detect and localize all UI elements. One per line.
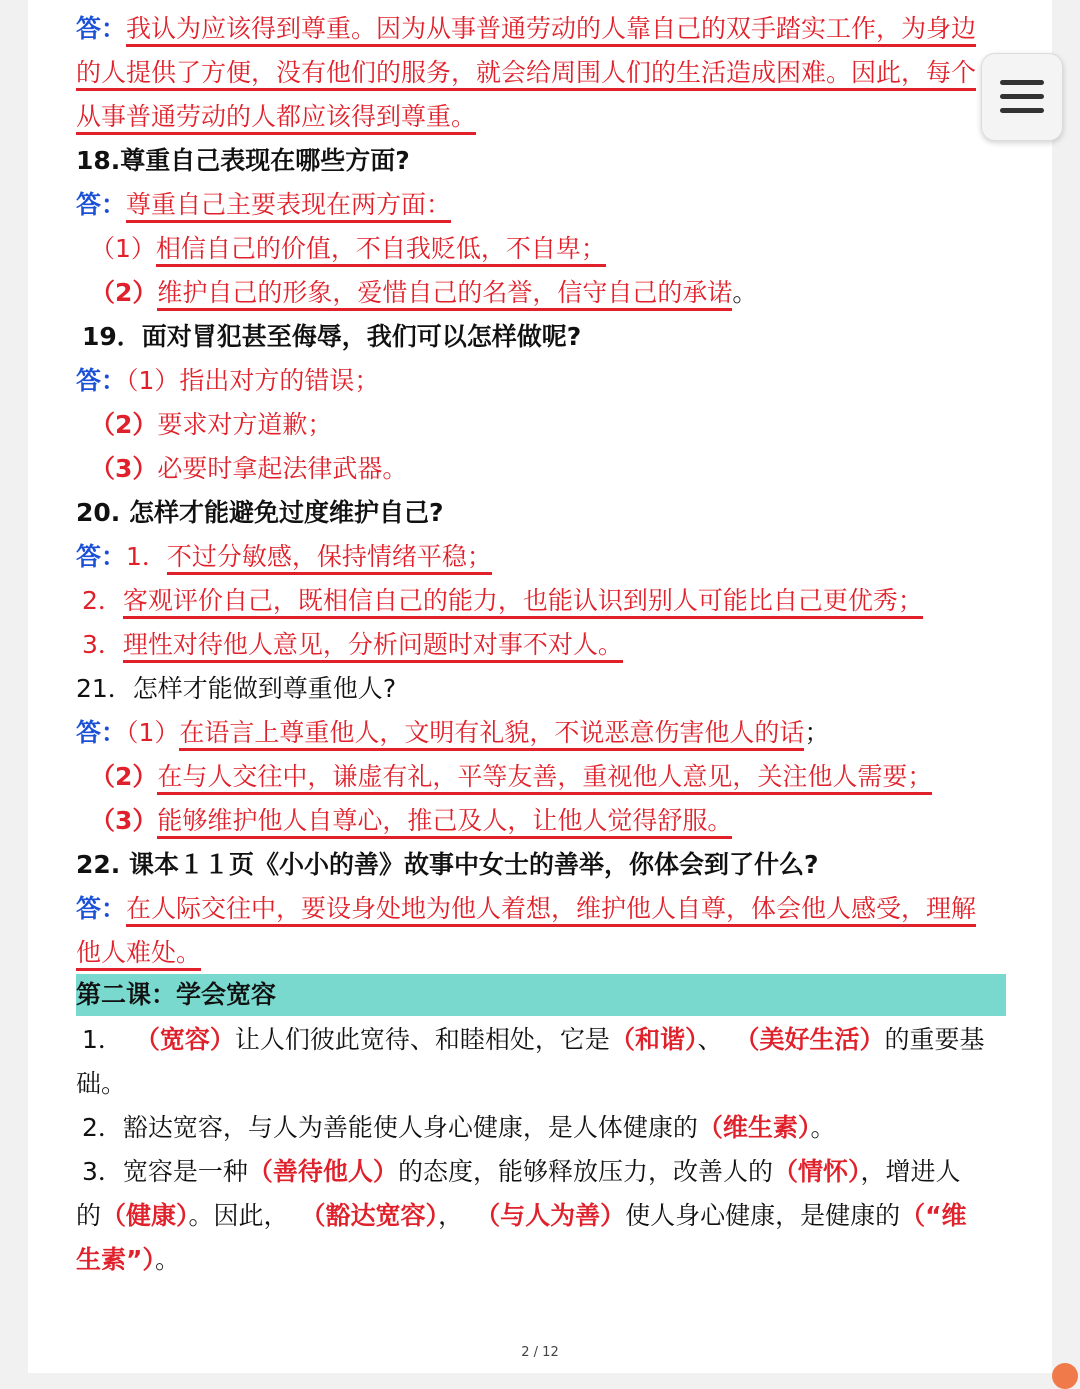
page-indicator: 2 / 12: [521, 1345, 559, 1360]
text-line: [82, 1023, 985, 1057]
hamburger-menu-icon: [1000, 80, 1044, 85]
text-run: （健康）: [101, 1201, 189, 1230]
hamburger-menu-icon: [1000, 94, 1044, 99]
text-run: 。因此，: [188, 1201, 289, 1230]
text-line: [82, 1155, 960, 1189]
text-line: [90, 760, 932, 794]
text-line: [76, 12, 976, 46]
answer-label: 答：: [76, 366, 127, 395]
text-line: [90, 276, 757, 310]
text-run: 能够维护他人自尊心，推己及人，让他人觉得舒服。: [157, 806, 732, 839]
text-run: 尊重自己主要表现在两方面：: [126, 190, 451, 223]
text-run: 必要时拿起法律武器。: [157, 454, 408, 483]
answer-label: 答：: [76, 190, 127, 219]
text-line: [90, 452, 407, 486]
text-run: （2）: [90, 278, 158, 307]
text-line: [90, 804, 732, 838]
answer-label: 答：: [76, 14, 127, 43]
text-line: [90, 232, 606, 266]
text-run: 3．宽容是一种: [82, 1157, 248, 1186]
section-header-bar: [76, 974, 1006, 1016]
answer-label: 答：: [76, 894, 127, 923]
text-run: 从事普通劳动的人都应该得到尊重。: [76, 102, 476, 135]
text-run: （1）: [90, 234, 156, 263]
text-run: 2．豁达宽容，与人为善能使人身心健康，是人体健康的: [82, 1113, 698, 1142]
section-title: 第二课：学会宽容: [76, 980, 277, 1009]
text-run: 客观评价自己，既相信自己的能力，也能认识到别人可能比自己更优秀；: [123, 586, 923, 619]
text-line: [90, 408, 332, 442]
text-run: 的态度，能够释放压力，改善人的: [397, 1157, 773, 1186]
text-run: 相信自己的价值，不自我贬低，不自卑；: [156, 234, 606, 267]
text-run: （3）: [90, 454, 158, 483]
text-run: （豁达宽容）: [300, 1201, 439, 1230]
text-run: 生素”）: [76, 1245, 155, 1274]
text-line: [76, 496, 444, 530]
text-line: [76, 936, 201, 970]
text-run: 22. 课本１１页《小小的善》故事中女士的善举，你体会到了什么?: [76, 850, 819, 879]
text-line: [76, 716, 829, 750]
text-run: （1）: [126, 718, 180, 747]
text-line: [76, 364, 379, 398]
text-run: ；: [804, 718, 830, 747]
floating-action-dot[interactable]: [1052, 1363, 1078, 1389]
text-line: [76, 56, 976, 90]
text-run: 。: [154, 1245, 180, 1274]
text-line: [76, 1067, 126, 1101]
text-run: （与人为善）: [475, 1201, 626, 1230]
text-run: （善待他人）: [247, 1157, 398, 1186]
text-run: 。: [810, 1113, 836, 1142]
text-run: （美好生活）: [734, 1025, 885, 1054]
text-line: [76, 188, 451, 222]
text-line: [76, 1199, 967, 1233]
text-line: [76, 1243, 180, 1277]
text-run: 不过分敏感，保持情绪平稳；: [167, 542, 492, 575]
text-run: 、: [697, 1025, 723, 1054]
text-run: （维生素）: [697, 1113, 811, 1142]
text-line: [76, 100, 476, 134]
text-run: 3．: [82, 630, 123, 659]
text-run: ，: [438, 1201, 464, 1230]
text-run: （和谐）: [609, 1025, 698, 1054]
answer-label: 答：: [76, 718, 127, 747]
text-line: [76, 892, 976, 926]
text-run: 1．: [126, 542, 167, 571]
text-run: 础。: [76, 1069, 127, 1098]
text-line: [82, 320, 581, 354]
text-run: 要求对方道歉；: [157, 410, 333, 439]
text-run: （3）: [90, 806, 158, 835]
text-line: [76, 144, 410, 178]
text-run: 21．怎样才能做到尊重他人?: [76, 674, 397, 703]
text-run: 1．: [82, 1025, 123, 1054]
text-run: 。: [732, 278, 758, 307]
text-run: 我认为应该得到尊重。因为从事普通劳动的人靠自己的双手踏实工作，为身边: [126, 14, 976, 47]
text-run: （宽容）: [134, 1025, 235, 1054]
text-run: 18.尊重自己表现在哪些方面?: [76, 146, 410, 175]
text-line: [82, 628, 623, 662]
text-run: 20. 怎样才能避免过度维护自己?: [76, 498, 444, 527]
text-line: [82, 584, 923, 618]
text-run: 的重要基: [884, 1025, 985, 1054]
text-run: 19．面对冒犯甚至侮辱，我们可以怎样做呢?: [82, 322, 582, 351]
text-run: 的: [76, 1201, 102, 1230]
text-run: （情怀）: [772, 1157, 861, 1186]
text-run: 2．: [82, 586, 123, 615]
hamburger-menu-icon: [1000, 108, 1044, 113]
menu-button[interactable]: [981, 53, 1063, 141]
answer-label: 答：: [76, 542, 127, 571]
text-run: 使人身心健康，是健康的: [625, 1201, 901, 1230]
text-run: （2）: [90, 410, 158, 439]
text-run: ，增进人: [860, 1157, 961, 1186]
text-run: 在语言上尊重他人，文明有礼貌，不说恶意伤害他人的话: [179, 718, 804, 751]
text-line: [76, 540, 492, 574]
text-run: 在与人交往中，谦虚有礼，平等友善，重视他人意见，关注他人需要；: [157, 762, 932, 795]
text-line: [76, 848, 819, 882]
text-run: 的人提供了方便，没有他们的服务，就会给周围人们的生活造成困难。因此，每个: [76, 58, 976, 91]
text-run: （1）指出对方的错误；: [126, 366, 380, 395]
text-run: 理性对待他人意见，分析问题时对事不对人。: [123, 630, 623, 663]
text-line: [82, 1111, 835, 1145]
text-run: 在人际交往中，要设身处地为他人着想，维护他人自尊，体会他人感受，理解: [126, 894, 976, 927]
text-run: 让人们彼此宽待、和睦相处，它是: [234, 1025, 610, 1054]
text-run: 他人难处。: [76, 938, 201, 971]
text-line: [76, 672, 396, 706]
text-run: （2）: [90, 762, 158, 791]
text-run: 维护自己的形象，爱惜自己的名誉，信守自己的承诺: [157, 278, 732, 311]
text-run: （“维: [900, 1201, 967, 1230]
